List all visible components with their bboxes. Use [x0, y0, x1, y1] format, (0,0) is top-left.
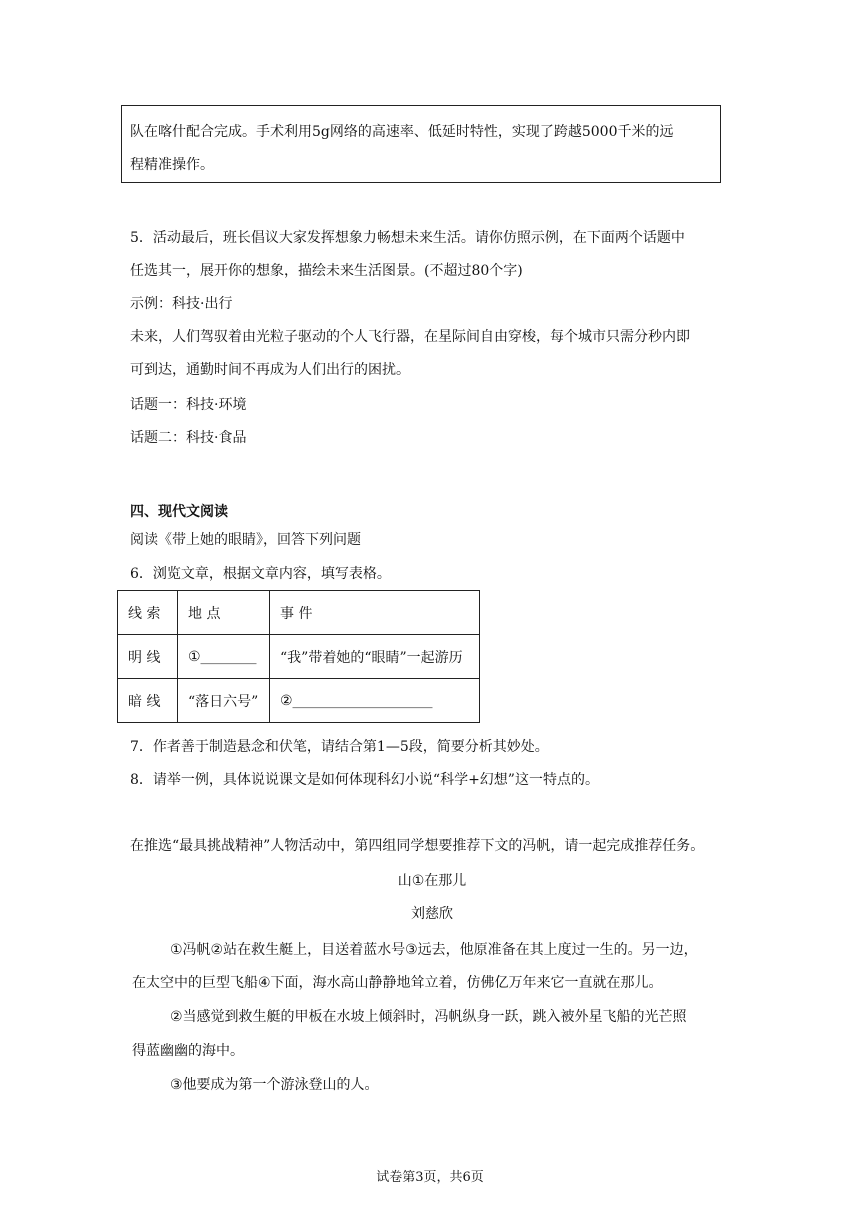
example-line-1: 未来，人们驾驭着由光粒子驱动的个人飞行器，在星际间自由穿梭，每个城市只需分秒内即 — [130, 329, 690, 345]
table-header-cell: 线 索 — [118, 591, 178, 635]
story-author: 刘慈欣 — [411, 906, 453, 922]
story-paragraph-3: ③他要成为第一个游泳登山的人。 — [170, 1077, 379, 1093]
example-label: 示例：科技·出行 — [130, 296, 233, 312]
table-header-cell: 事 件 — [270, 591, 480, 635]
table-cell: “落日六号” — [178, 679, 270, 723]
table-header-cell: 地 点 — [178, 591, 270, 635]
question-5-line-1: 5．活动最后，班长倡议大家发挥想象力畅想未来生活。请你仿照示例，在下面两个话题中 — [130, 230, 685, 246]
question-7: 7．作者善于制造悬念和伏笔，请结合第1—5段，简要分析其妙处。 — [130, 739, 549, 755]
reading-intro: 阅读《带上她的眼睛》，回答下列问题 — [130, 532, 361, 548]
table-cell: “我”带着她的“眼睛”一起游历 — [270, 635, 480, 679]
example-line-2: 可到达，通勤时间不再成为人们出行的困扰。 — [130, 362, 410, 378]
table-cell: 暗 线 — [118, 679, 178, 723]
answer-blank-1: ①________ — [178, 635, 270, 679]
story-task-intro: 在推选“最具挑战精神”人物活动中，第四组同学想要推荐下文的冯帆，请一起完成推荐任务。 — [130, 838, 705, 854]
story-paragraph-1-line-1: ①冯帆②站在救生艇上，目送着蓝水号③远去，他原准备在其上度过一生的。另一边， — [170, 942, 698, 958]
topic-2: 话题二：科技·食品 — [130, 430, 247, 446]
table-row — [118, 635, 480, 679]
story-paragraph-2-line-2: 得蓝幽幽的海中。 — [132, 1043, 244, 1059]
section-heading: 四、现代文阅读 — [130, 504, 228, 520]
box-line-2: 程精准操作。 — [130, 157, 214, 173]
answer-blank-2: ②____________________ — [270, 679, 480, 723]
topic-1: 话题一：科技·环境 — [130, 397, 247, 413]
story-paragraph-1-line-2: 在太空中的巨型飞船④下面，海水高山静静地耸立着，仿佛亿万年来它一直就在那儿。 — [132, 975, 663, 991]
question-6: 6．浏览文章，根据文章内容，填写表格。 — [130, 566, 391, 582]
page-footer: 试卷第3页，共6页 — [376, 1170, 484, 1185]
table-row — [118, 679, 480, 723]
question-8: 8．请举一例，具体说说课文是如何体现科幻小说“科学+幻想”这一特点的。 — [130, 772, 599, 788]
story-title: 山①在那儿 — [397, 873, 467, 889]
clue-table — [117, 590, 480, 723]
table-header-row — [118, 591, 480, 635]
table-cell: 明 线 — [118, 635, 178, 679]
box-line-1: 队在喀什配合完成。手术利用5g网络的高速率、低延时特性，实现了跨越5000千米的远 — [130, 124, 674, 140]
question-5-line-2: 任选其一，展开你的想象，描绘未来生活图景。(不超过80个字) — [130, 263, 523, 279]
story-paragraph-2-line-1: ②当感觉到救生艇的甲板在水坡上倾斜时，冯帆纵身一跃，跳入被外星飞船的光芒照 — [170, 1009, 687, 1025]
